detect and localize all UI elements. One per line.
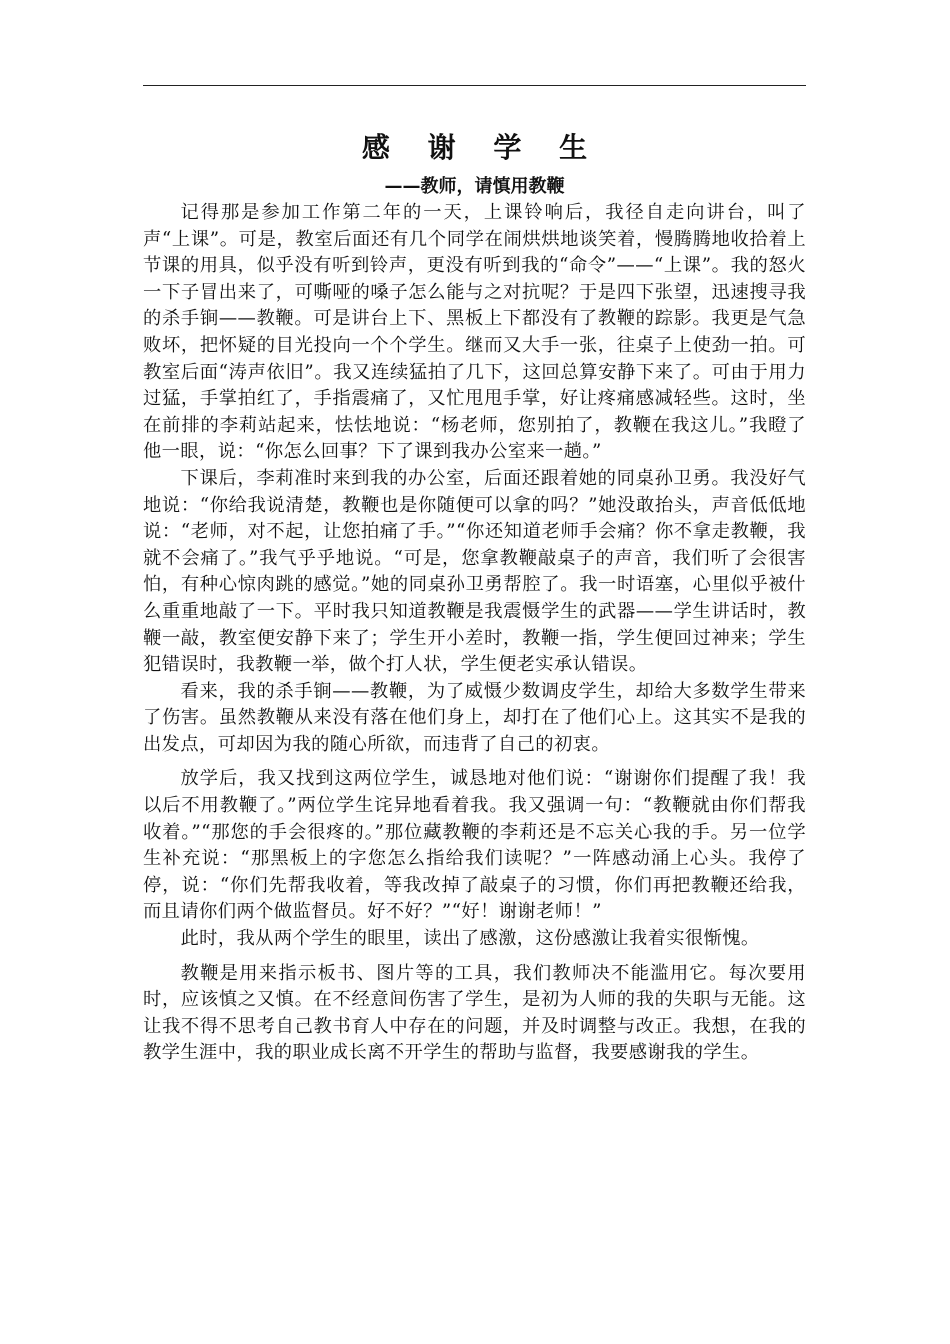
article-body — [143, 200, 806, 1067]
paragraph-4: 放学后，我又找到这两位学生，诚恳地对他们说：“谢谢你们提醒了我！我以后不用教鞭了。”两位学生诧异地看着我。我又强调一句：“教鞭就由你们帮我收着。”“那您的手会很疼的。”那位藏教鞭的李莉还是不忘关心我的手。另一位学生补充说：“那黑板上的字您怎么指给我们读呢？”一阵感动涌上心头。我停了停，说：“你们先帮我收着，等我改掉了敲桌子的习惯，你们再把教鞭还给我，而且请你们两个做监督员。好不好？”“好！谢谢老师！” — [143, 768, 806, 923]
paragraph-6: 教鞭是用来指示板书、图片等的工具，我们教师决不能滥用它。每次要用时，应该慎之又慎。在不经意间伤害了学生，是初为人师的我的失职与无能。这让我不得不思考自己教书育人中存在的问题，并及时调整与改正。我想，在我的教学生涯中，我的职业成长离不开学生的帮助与监督，我要感谢我的学生。 — [143, 962, 806, 1064]
page-title: 感 谢 学 生 — [361, 131, 602, 164]
header-rule — [143, 85, 806, 86]
paragraph-3: 看来，我的杀手锏——教鞭，为了威慑少数调皮学生，却给大多数学生带来了伤害。虽然教鞭从来没有落在他们身上，却打在了他们心上。这其实不是我的出发点，可却因为我的随心所欲，而违背了自己的初衷。 — [143, 680, 806, 755]
page-subtitle: ——教师，请慎用教鞭 — [384, 176, 565, 197]
paragraph-1: 记得那是参加工作第二年的一天，上课铃响后，我径自走向讲台，叫了声“上课”。可是，教室后面还有几个同学在闹烘烘地谈笑着，慢腾腾地收拾着上节课的用具，似乎没有听到铃声，更没有听到我的“命令”——“上课”。我的怒火一下子冒出来了，可嘶哑的嗓子怎么能与之对抗呢？于是四下张望，迅速搜寻我的杀手锏——教鞭。可是讲台上下、黑板上下都没有了教鞭的踪影。我更是气急败坏，把怀疑的目光投向一个个学生。继而又大手一张，往桌子上使劲一拍。可教室后面“涛声依旧”。我又连续猛拍了几下，这回总算安静下来了。可由于用力过猛，手掌拍红了，手指震痛了，又忙甩甩手掌，好让疼痛感减轻些。这时，坐在前排的李莉站起来，怯怯地说：“杨老师，您别拍了，教鞭在我这儿。”我瞪了他一眼，说：“你怎么回事？下了课到我办公室来一趟。” — [143, 202, 806, 463]
paragraph-5: 此时，我从两个学生的眼里，读出了感激，这份感激让我着实很惭愧。 — [180, 928, 760, 950]
paragraph-2: 下课后，李莉准时来到我的办公室，后面还跟着她的同桌孙卫勇。我没好气地说：“你给我说清楚，教鞭也是你随便可以拿的吗？”她没敢抬头，声音低低地说：“老师，对不起，让您拍痛了手。”“你还知道老师手会痛？你不拿走教鞭，我就不会痛了。”我气乎乎地说。“可是，您拿教鞭敲桌子的声音，我们听了会很害怕，有种心惊肉跳的感觉。”她的同桌孙卫勇帮腔了。我一时语塞，心里似乎被什么重重地敲了一下。平时我只知道教鞭是我震慑学生的武器——学生讲话时，教鞭一敲，教室便安静下来了；学生开小差时，教鞭一指，学生便回过神来；学生犯错误时，我教鞭一举，做个打人状，学生便老实承认错误。 — [143, 467, 806, 676]
